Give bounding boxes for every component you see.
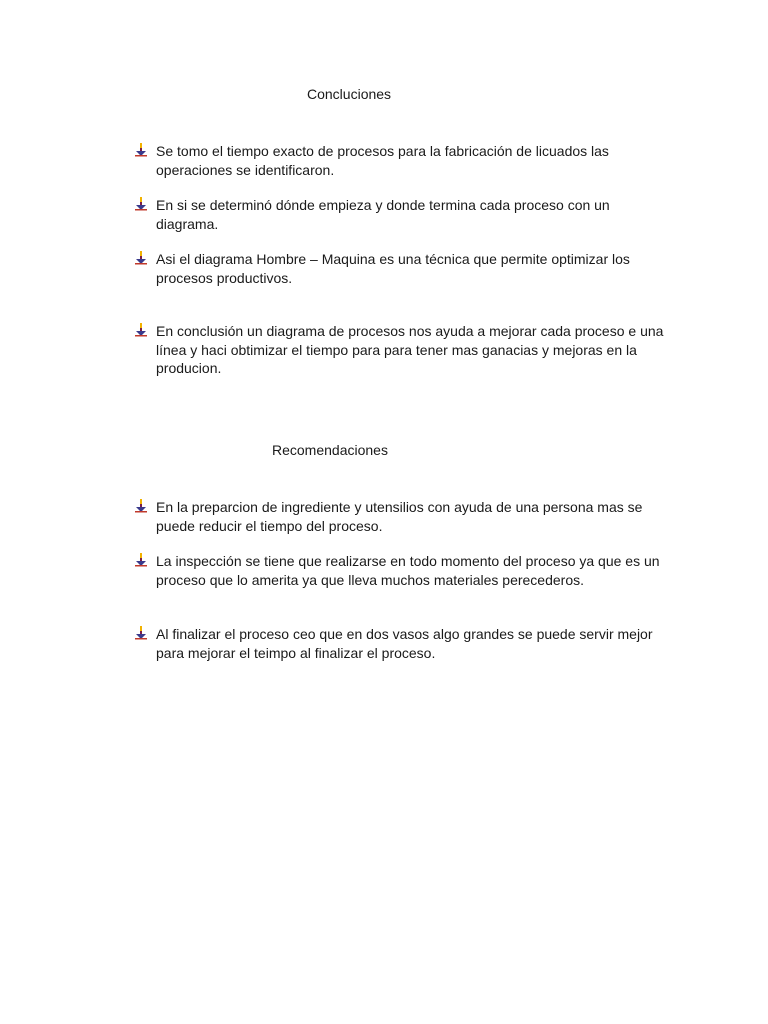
list-item <box>134 498 674 536</box>
arrow-down-bullet-icon <box>134 626 148 640</box>
arrow-down-bullet-icon <box>134 143 148 157</box>
list-item-text: La inspección se tiene que realizarse en todo momento del proceso ya que es un proceso que lo amerita ya que lleva muchos materiales perecederos. <box>156 553 660 588</box>
arrow-down-bullet-icon <box>134 323 148 337</box>
recommendations-title: Recomendaciones <box>272 442 388 458</box>
list-item <box>134 322 674 378</box>
list-item-text: En conclusión un diagrama de procesos nos ayuda a mejorar cada proceso e una línea y haci obtimizar el tiempo para para tener mas ganacias y mejoras en la producion. <box>156 323 664 376</box>
conclusions-title: Concluciones <box>307 86 392 102</box>
arrow-down-bullet-icon <box>134 553 148 567</box>
list-item-text: En si se determinó dónde empieza y donde termina cada proceso con un diagrama. <box>156 197 610 232</box>
list-item-text: Asi el diagrama Hombre – Maquina es una técnica que permite optimizar los procesos productivos. <box>156 251 630 286</box>
list-item-text: En la preparcion de ingrediente y utensilios con ayuda de una persona mas se puede reducir el tiempo del proceso. <box>156 499 643 534</box>
arrow-down-bullet-icon <box>134 251 148 265</box>
list-item <box>134 142 674 180</box>
list-item <box>134 552 674 608</box>
list-item-text: Al finalizar el proceso ceo que en dos vasos algo grandes se puede servir mejor para mejorar el teimpo al finalizar el proceso. <box>156 626 653 661</box>
arrow-down-bullet-icon <box>134 197 148 211</box>
list-item-text: Se tomo el tiempo exacto de procesos para la fabricación de licuados las operaciones se identificaron. <box>156 143 609 178</box>
list-item <box>134 250 674 288</box>
list-item <box>134 625 674 663</box>
arrow-down-bullet-icon <box>134 499 148 513</box>
list-item <box>134 196 674 234</box>
